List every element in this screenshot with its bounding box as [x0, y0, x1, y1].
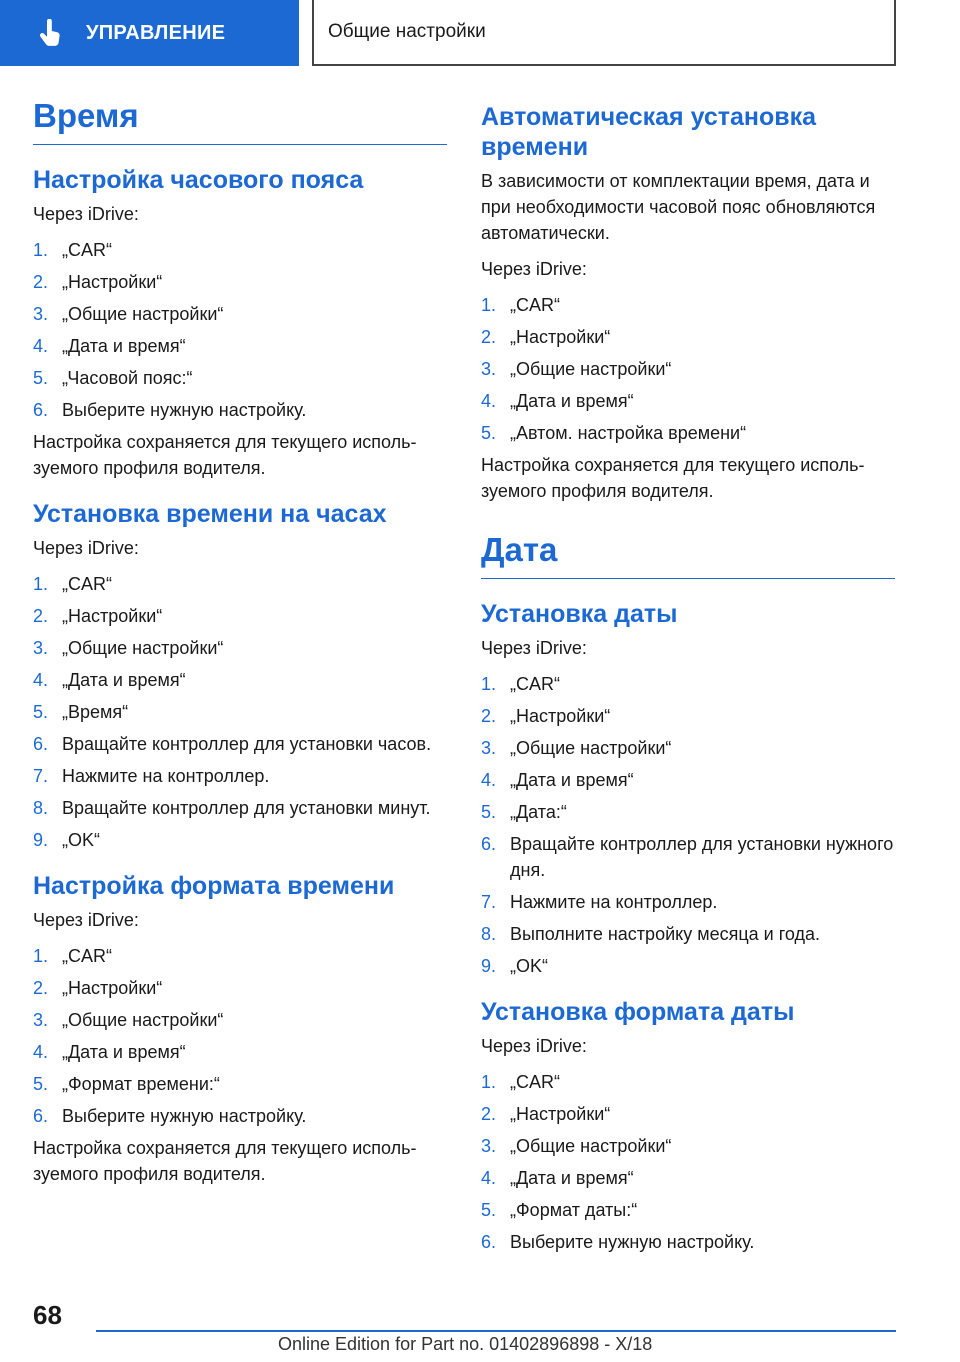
chapter-title-text: Общие настройки: [328, 21, 486, 42]
note-text: Настройка сохраняется для текущего используемого профиля водителя.: [33, 1138, 417, 1184]
list-item: [33, 269, 447, 295]
step-text: „Время“: [62, 702, 129, 722]
step-text: Выберите нужную настройку.: [62, 1106, 307, 1126]
hand-pointer-icon: [38, 19, 64, 47]
step-text: „Дата и время“: [510, 391, 634, 411]
step-number: 9.: [33, 830, 49, 850]
step-number: 4.: [33, 670, 49, 690]
step-number: 1.: [481, 674, 497, 694]
list-item: [481, 953, 895, 979]
list-item: [33, 943, 447, 969]
list-item: [481, 767, 895, 793]
step-number: 2.: [33, 272, 49, 292]
step-number: 1.: [33, 946, 49, 966]
step-text: „Настройки“: [62, 272, 163, 292]
step-number: 8.: [33, 798, 49, 818]
heading-time: Время: [33, 96, 447, 145]
section-auto-time: [481, 102, 895, 504]
page-number: 68: [33, 1300, 62, 1330]
step-number: 7.: [481, 892, 497, 912]
steps-list: [33, 943, 447, 1129]
step-number: 2.: [481, 706, 497, 726]
section-title: Установка формата даты: [481, 998, 795, 1026]
step-number: 3.: [481, 1136, 497, 1156]
step-number: 7.: [33, 766, 49, 786]
chapter-title: [312, 0, 896, 66]
step-text: „Настройки“: [510, 1104, 611, 1124]
section-title: Автоматическая установка времени: [481, 103, 817, 161]
intro-text: Через iDrive:: [481, 638, 587, 658]
step-text: „Формат даты:“: [510, 1200, 638, 1220]
list-item: [33, 603, 447, 629]
list-item: [33, 667, 447, 693]
note-text: Настройка сохраняется для текущего используемого профиля водителя.: [33, 432, 417, 478]
list-item: [33, 699, 447, 725]
step-text: „Общие настройки“: [62, 638, 224, 658]
section-set-date: [481, 599, 895, 979]
step-number: 1.: [481, 295, 497, 315]
step-number: 4.: [33, 1042, 49, 1062]
step-text: „CAR“: [62, 240, 112, 260]
step-text: „CAR“: [510, 674, 560, 694]
step-text: „Дата и время“: [62, 336, 186, 356]
list-item: [33, 301, 447, 327]
intro-text: Через iDrive:: [481, 259, 587, 279]
step-text: Выберите нужную настройку.: [62, 400, 307, 420]
step-number: 4.: [481, 391, 497, 411]
list-item: [481, 324, 895, 350]
footer-divider: [96, 1330, 896, 1332]
heading-date: Дата: [481, 530, 895, 579]
step-number: 5.: [481, 423, 497, 443]
step-text: „Автом. настройка времени“: [510, 423, 747, 443]
list-item: [481, 1133, 895, 1159]
section-set-clock: [33, 499, 447, 853]
step-text: „Дата и время“: [62, 670, 186, 690]
section-time-format: [33, 871, 447, 1187]
step-number: 3.: [481, 359, 497, 379]
step-text: „Настройки“: [510, 706, 611, 726]
step-text: „Дата:“: [510, 802, 567, 822]
section-timezone: [33, 165, 447, 481]
steps-list: [481, 671, 895, 979]
section-title: Установка времени на часах: [33, 500, 387, 528]
step-number: 3.: [481, 738, 497, 758]
step-text: „Настройки“: [510, 327, 611, 347]
note-text: Настройка сохраняется для текущего используемого профиля водителя.: [481, 455, 865, 501]
step-number: 5.: [33, 1074, 49, 1094]
step-number: 2.: [481, 327, 497, 347]
section-date-format: [481, 997, 895, 1255]
step-number: 2.: [33, 606, 49, 626]
step-text: Вращайте контроллер для установки минут.: [62, 798, 431, 818]
step-text: „OK“: [62, 830, 100, 850]
step-text: „CAR“: [510, 295, 560, 315]
list-item: [481, 735, 895, 761]
list-item: [481, 1165, 895, 1191]
step-text: „Настройки“: [62, 978, 163, 998]
list-item: [33, 827, 447, 853]
list-item: [481, 356, 895, 382]
step-text: „Дата и время“: [62, 1042, 186, 1062]
step-number: 1.: [33, 240, 49, 260]
step-number: 6.: [481, 1232, 497, 1252]
step-text: „OK“: [510, 956, 548, 976]
list-item: [33, 1103, 447, 1129]
step-text: „Настройки“: [62, 606, 163, 626]
step-text: „Формат времени:“: [62, 1074, 220, 1094]
step-number: 6.: [481, 834, 497, 854]
list-item: [33, 763, 447, 789]
list-item: [481, 1197, 895, 1223]
list-item: [33, 1007, 447, 1033]
step-number: 9.: [481, 956, 497, 976]
list-item: [481, 1229, 895, 1255]
list-item: [33, 635, 447, 661]
step-number: 4.: [33, 336, 49, 356]
right-column: [481, 102, 895, 1273]
step-number: 4.: [481, 1168, 497, 1188]
list-item: [33, 333, 447, 359]
list-item: [33, 571, 447, 597]
step-number: 3.: [33, 304, 49, 324]
list-item: [481, 292, 895, 318]
step-number: 2.: [481, 1104, 497, 1124]
list-item: [481, 703, 895, 729]
description-text: В зависимости от комплектации время, дата и при необходимости часовой пояс обновляются автоматически.: [481, 171, 876, 243]
step-text: „Дата и время“: [510, 1168, 634, 1188]
intro-text: Через iDrive:: [33, 204, 139, 224]
list-item: [33, 795, 447, 821]
step-text: „Общие настройки“: [510, 1136, 672, 1156]
list-item: [33, 1039, 447, 1065]
step-text: Вращайте контроллер для установки нужного дня.: [510, 834, 894, 880]
step-number: 4.: [481, 770, 497, 790]
step-number: 5.: [33, 702, 49, 722]
step-text: „CAR“: [62, 574, 112, 594]
list-item: [481, 1069, 895, 1095]
steps-list: [33, 571, 447, 853]
steps-list: [481, 292, 895, 446]
step-number: 8.: [481, 924, 497, 944]
step-text: „Общие настройки“: [62, 304, 224, 324]
list-item: [481, 831, 895, 883]
step-text: Вращайте контроллер для установки часов.: [62, 734, 432, 754]
section-title: Установка даты: [481, 600, 678, 628]
step-text: „Общие настройки“: [510, 738, 672, 758]
list-item: [481, 889, 895, 915]
step-text: „CAR“: [62, 946, 112, 966]
intro-text: Через iDrive:: [481, 1036, 587, 1056]
section-tab[interactable]: [0, 0, 299, 66]
section-title: Настройка формата времени: [33, 872, 395, 900]
step-number: 3.: [33, 638, 49, 658]
step-text: „Общие настройки“: [510, 359, 672, 379]
list-item: [481, 420, 895, 446]
list-item: [33, 397, 447, 423]
step-text: Выполните настройку месяца и года.: [510, 924, 821, 944]
list-item: [481, 388, 895, 414]
list-item: [481, 671, 895, 697]
step-number: 6.: [33, 734, 49, 754]
step-text: „CAR“: [510, 1072, 560, 1092]
list-item: [481, 799, 895, 825]
step-text: Нажмите на контроллер.: [62, 766, 270, 786]
step-text: „Часовой пояс:“: [62, 368, 193, 388]
step-text: Выберите нужную настройку.: [510, 1232, 755, 1252]
intro-text: Через iDrive:: [33, 538, 139, 558]
list-item: [33, 237, 447, 263]
step-number: 3.: [33, 1010, 49, 1030]
section-tab-label: УПРАВЛЕНИЕ: [86, 21, 226, 44]
step-number: 5.: [481, 1200, 497, 1220]
step-number: 1.: [33, 574, 49, 594]
list-item: [33, 365, 447, 391]
step-number: 5.: [33, 368, 49, 388]
step-number: 1.: [481, 1072, 497, 1092]
step-number: 6.: [33, 1106, 49, 1126]
left-column: [33, 96, 447, 1205]
section-title: Настройка часового пояса: [33, 166, 364, 194]
step-text: Нажмите на контроллер.: [510, 892, 718, 912]
list-item: [33, 731, 447, 757]
step-number: 2.: [33, 978, 49, 998]
step-number: 5.: [481, 802, 497, 822]
edition-text: Online Edition for Part no. 01402896898 - X/18: [278, 1334, 653, 1354]
list-item: [481, 921, 895, 947]
steps-list: [33, 237, 447, 423]
list-item: [33, 1071, 447, 1097]
list-item: [481, 1101, 895, 1127]
step-text: „Дата и время“: [510, 770, 634, 790]
step-number: 6.: [33, 400, 49, 420]
steps-list: [481, 1069, 895, 1255]
intro-text: Через iDrive:: [33, 910, 139, 930]
step-text: „Общие настройки“: [62, 1010, 224, 1030]
list-item: [33, 975, 447, 1001]
